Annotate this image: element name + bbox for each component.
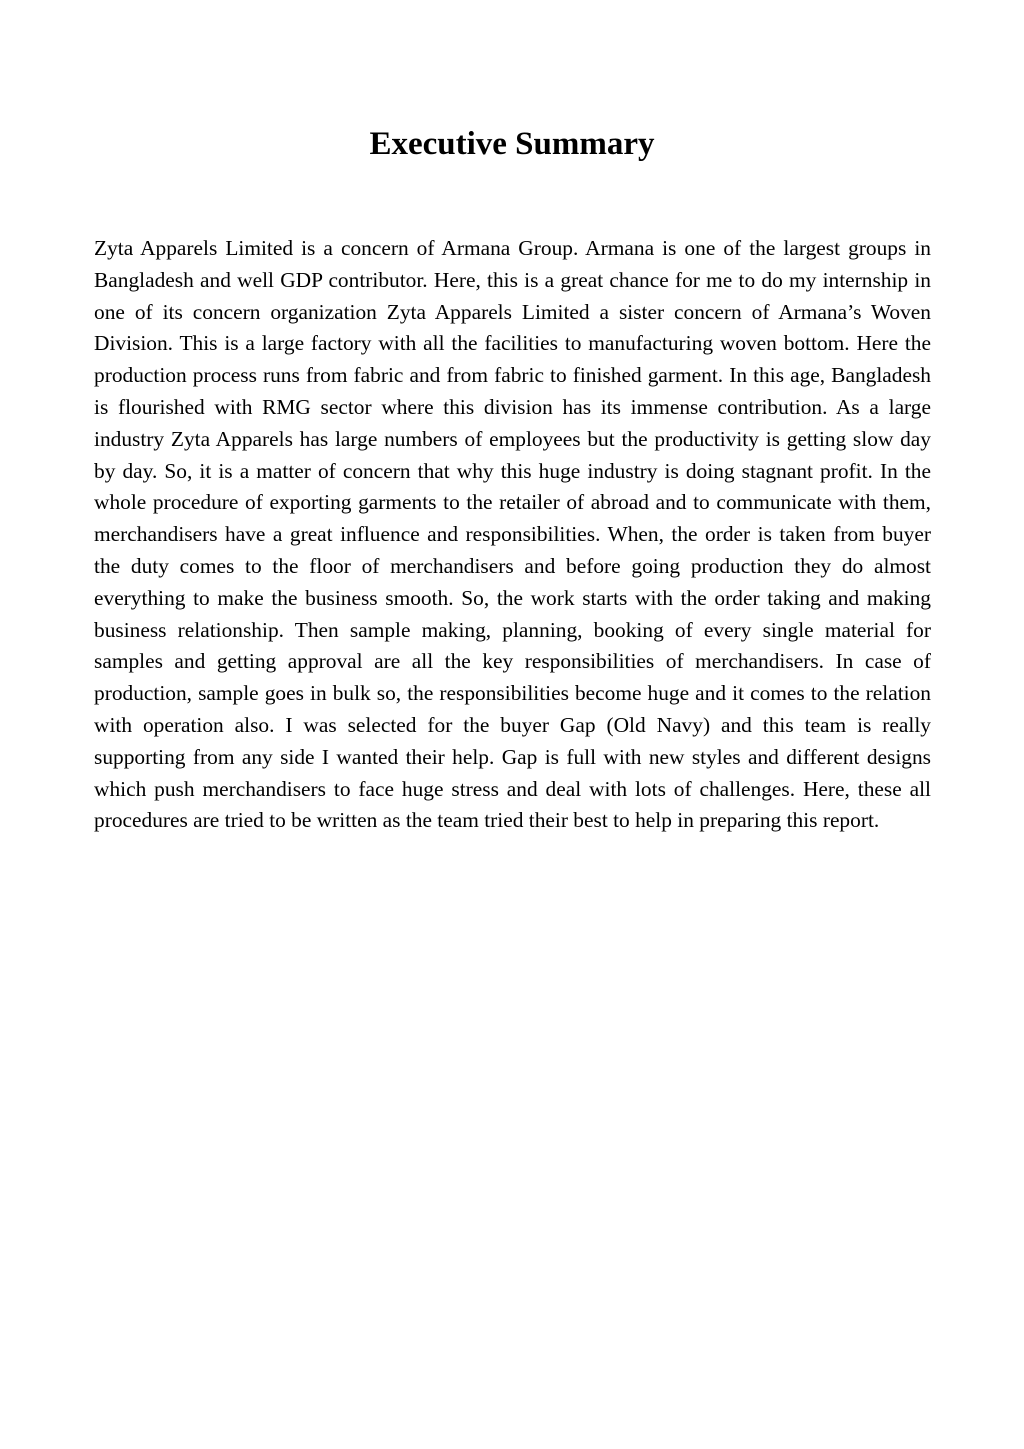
summary-paragraph: Zyta Apparels Limited is a concern of Armana Group. Armana is one of the largest groups in Bangladesh and well GDP contributor. Here, this is a great chance for me to do my internship in one of its concern organization Zyta Apparels Limited a sister concern of Armana’s Woven Division. This is a large factory with all the facilities to manufacturing woven bottom. Here the production process runs from fabric and from fabric to finished garment. In this age, Bangladesh is flourished with RMG sector where this division has its immense contribution. As a large industry Zyta Apparels has large numbers of employees but the productivity is getting slow day by day. So, it is a matter of concern that why this huge industry is doing stagnant profit. In the whole procedure of exporting garments to the retailer of abroad and to communicate with them, merchandisers have a great influence and responsibilities. When, the order is taken from buyer the duty comes to the floor of merchandisers and before going production they do almost everything to make the business smooth. So, the work starts with the order taking and making business relationship. Then sample making, planning, booking of every single material for samples and getting approval are all the key responsibilities of merchandisers. In case of production, sample goes in bulk so, the responsibilities become huge and it comes to the relation with operation also. I was selected for the buyer Gap (Old Navy) and this team is really supporting from any side I wanted their help. Gap is full with new styles and different designs which push merchandisers to face huge stress and deal with lots of challenges. Here, these all procedures are tried to be written as the team tried their best to help in preparing this report. [94, 236, 931, 833]
page-title: Executive Summary [369, 126, 655, 162]
